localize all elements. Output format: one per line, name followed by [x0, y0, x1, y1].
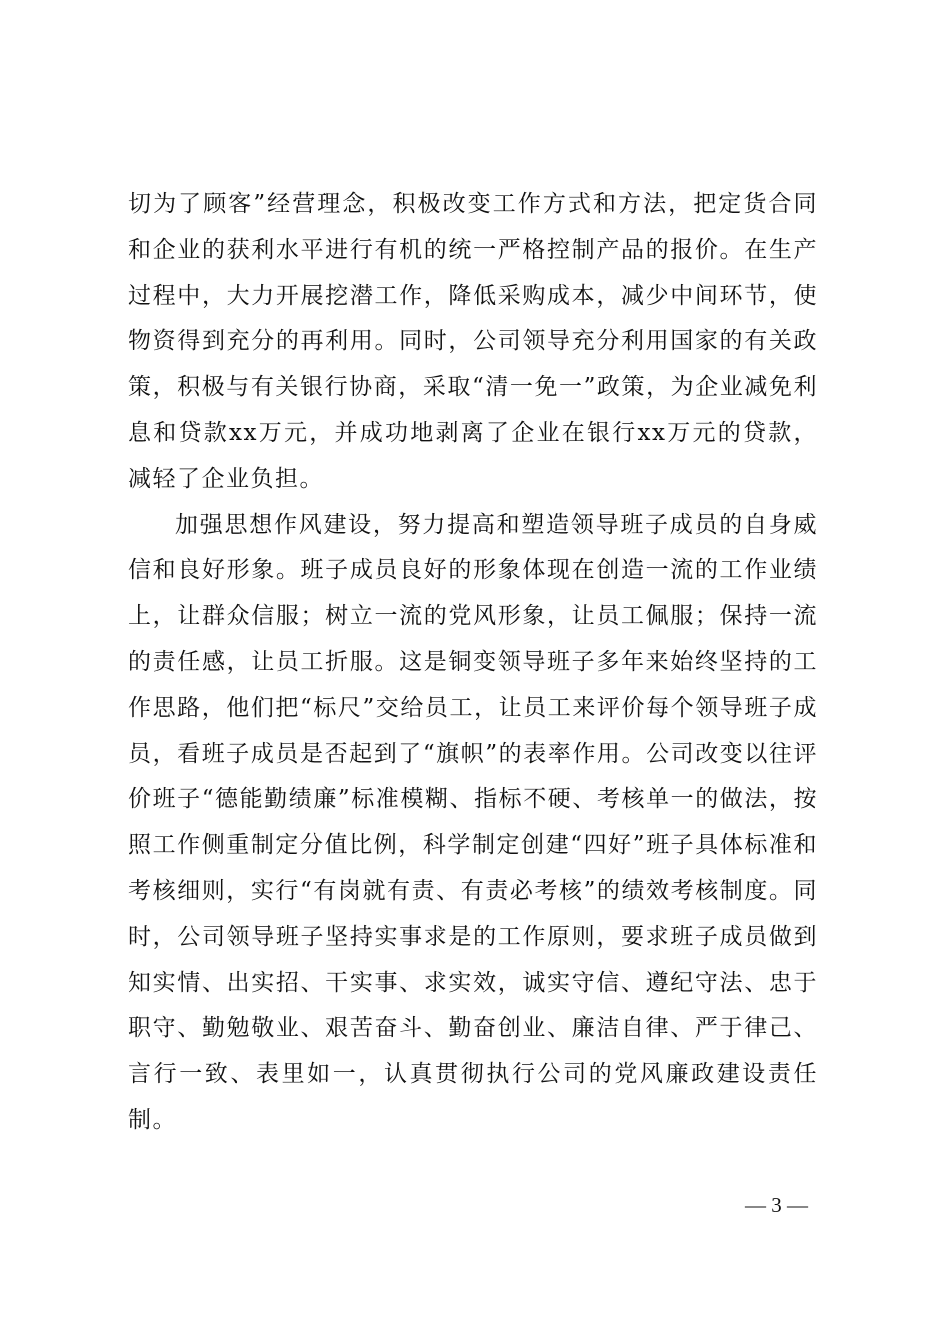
paragraph-work-style: 加强思想作风建设，努力提高和塑造领导班子成员的自身威信和良好形象。班子成员良好的形象体现在创造一流的工作业绩上，让群众信服；树立一流的党风形象，让员工佩服；保持一流的责任感，让员工折服。这是铜变领导班子多年来始终坚持的工作思路，他们把“标尺”交给员工，让员工来评价每个领导班子成员，看班子成员是否起到了“旗帜”的表率作用。公司改变以往评价班子“德能勤绩廉”标准模糊、指标不硬、考核单一的做法，按照工作侧重制定分值比例，科学制定创建“四好”班子具体标准和考核细则，实行“有岗就有责、有责必考核”的绩效考核制度。同时，公司领导班子坚持实事求是的工作原则，要求班子成员做到知实情、出实招、干实事、求实效，诚实守信、遵纪守法、忠于职守、勤勉敬业、艰苦奋斗、勤奋创业、廉洁自律、严于律己、言行一致、表里如一，认真贯彻执行公司的党风廉政建设责任制。 [128, 511, 818, 1133]
paragraph-continued: 切为了顾客”经营理念，积极改变工作方式和方法，把定货合同和企业的获利水平进行有机的统一严格控制产品的报价。在生产过程中，大力开展挖潜工作，降低采购成本，减少中间环节，使物资得到充分的再利用。同时，公司领导充分利用国家的有关政策，积极与有关银行协商，采取“清一免一”政策，为企业减免利息和贷款xx万元，并成功地剥离了企业在银行xx万元的贷款，减轻了企业负担。 [128, 191, 818, 492]
page-number: — 3 — [745, 1193, 808, 1217]
document-body [128, 182, 818, 1144]
